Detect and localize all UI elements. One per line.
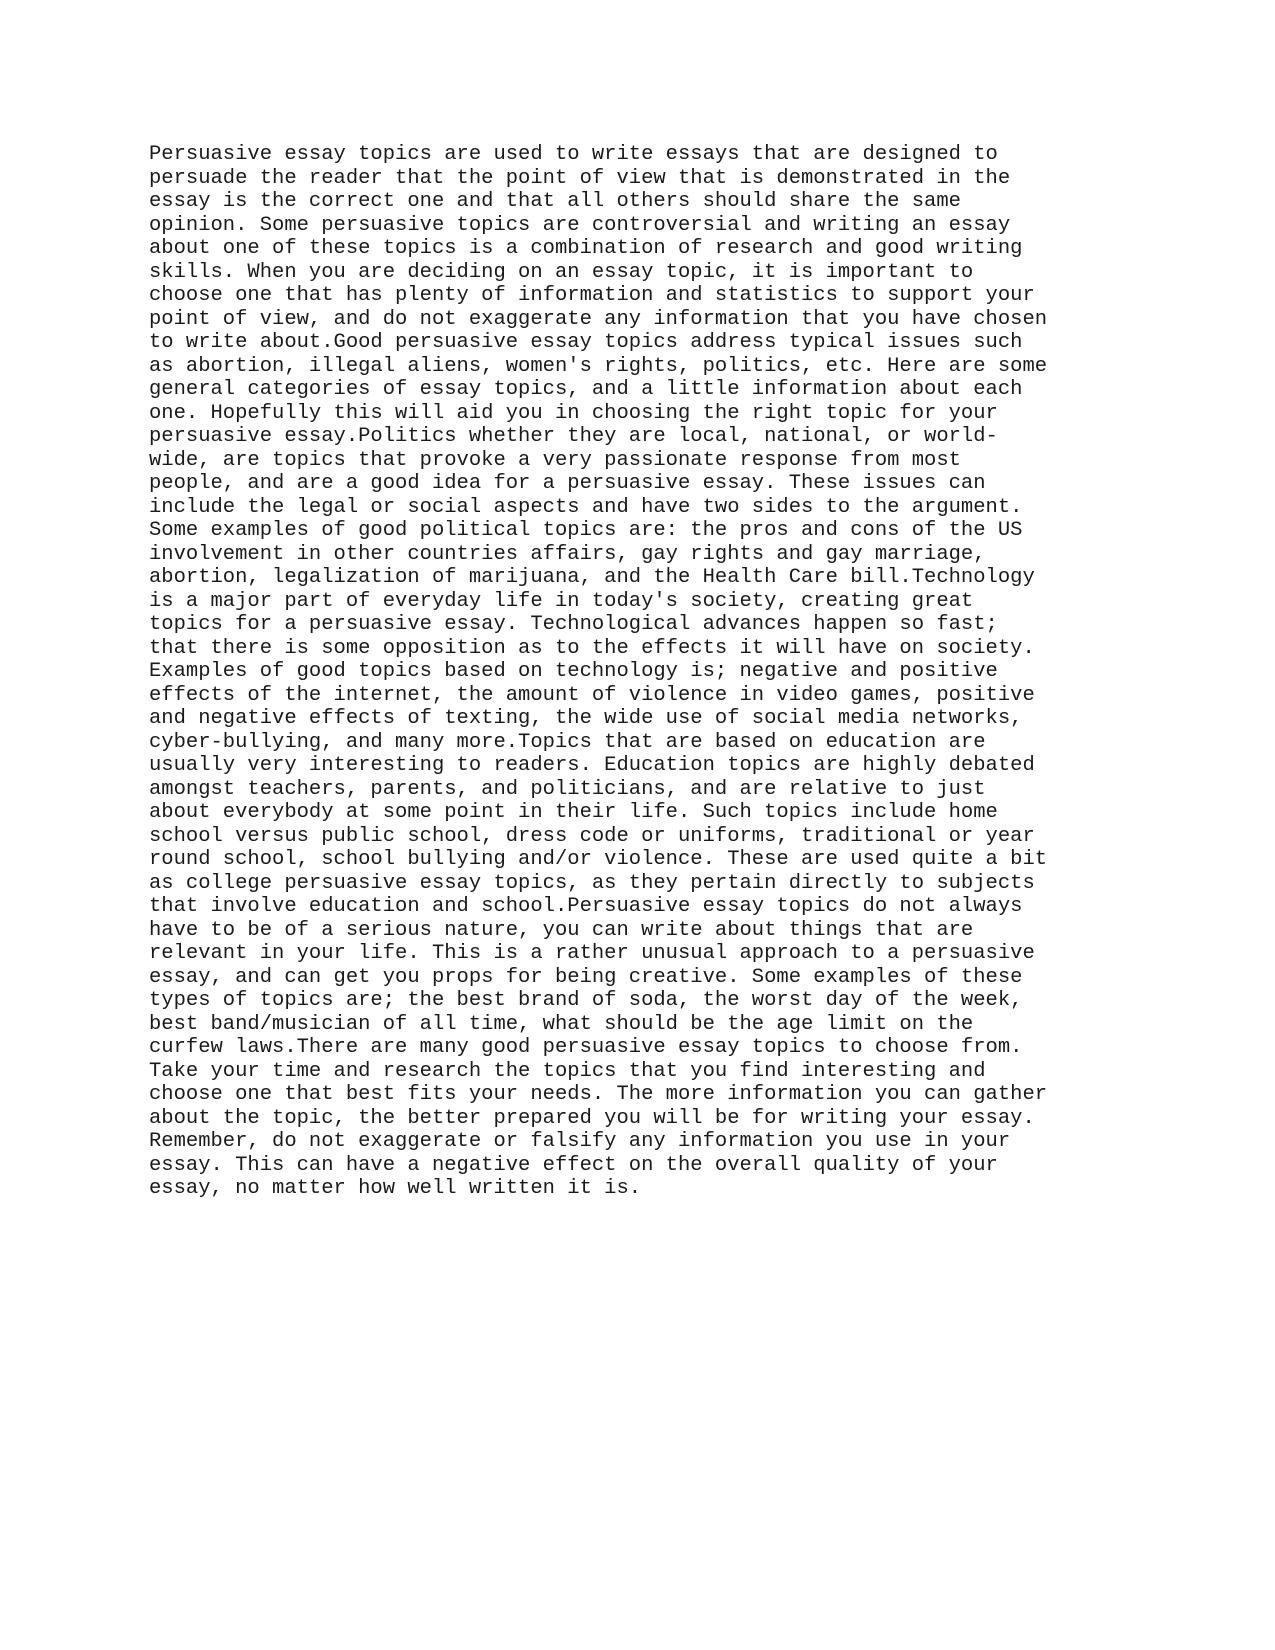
essay-line: persuasive essay.Politics whether they are local, national, or world- bbox=[149, 425, 998, 448]
essay-line: opinion. Some persuasive topics are controversial and writing an essay bbox=[149, 213, 1011, 237]
essay-line: round school, school bullying and/or violence. These are used quite a bit bbox=[149, 848, 1048, 871]
essay-line: skills. When you are deciding on an essay topic, it is important to bbox=[149, 260, 974, 284]
essay-line: amongst teachers, parents, and politicians, and are relative to just bbox=[149, 777, 986, 801]
essay-line: essay, and can get you props for being creative. Some examples of these bbox=[149, 965, 1023, 989]
essay-line: Some examples of good political topics are: the pros and cons of the US bbox=[149, 519, 1023, 542]
essay-line: to write about.Good persuasive essay topics address typical issues such bbox=[149, 331, 1023, 354]
essay-line: essay. This can have a negative effect on the overall quality of your bbox=[149, 1153, 998, 1177]
essay-line: best band/musician of all time, what should be the age limit on the bbox=[149, 1012, 974, 1036]
essay-line: people, and are a good idea for a persuasive essay. These issues can bbox=[149, 472, 986, 495]
essay-body bbox=[149, 143, 1149, 1201]
essay-line: include the legal or social aspects and have two sides to the argument. bbox=[149, 495, 1023, 519]
essay-line: involvement in other countries affairs, gay rights and gay marriage, bbox=[149, 542, 986, 566]
essay-line: and negative effects of texting, the wide use of social media networks, bbox=[149, 707, 1023, 730]
essay-line: about everybody at some point in their life. Such topics include home bbox=[149, 801, 998, 824]
essay-line: relevant in your life. This is a rather unusual approach to a persuasive bbox=[149, 942, 1035, 965]
essay-line: essay is the correct one and that all others should share the same bbox=[149, 190, 961, 213]
essay-line: as abortion, illegal aliens, women's rights, politics, etc. Here are some bbox=[149, 354, 1048, 378]
essay-line: Remember, do not exaggerate or falsify any information you use in your bbox=[149, 1130, 1011, 1153]
essay-line: that there is some opposition as to the effects it will have on society. bbox=[149, 636, 1035, 660]
essay-line: Persuasive essay topics are used to write essays that are designed to bbox=[149, 143, 998, 166]
essay-line: choose one that has plenty of information and statistics to support your bbox=[149, 284, 1035, 307]
essay-line: types of topics are; the best brand of soda, the worst day of the week, bbox=[149, 989, 1023, 1012]
essay-line: have to be of a serious nature, you can write about things that are bbox=[149, 918, 974, 942]
essay-line: general categories of essay topics, and a little information about each bbox=[149, 378, 1023, 401]
essay-line: school versus public school, dress code or uniforms, traditional or year bbox=[149, 824, 1035, 848]
essay-line: one. Hopefully this will aid you in choosing the right topic for your bbox=[149, 401, 998, 425]
essay-line: cyber-bullying, and many more.Topics that are based on education are bbox=[149, 730, 986, 754]
essay-line: as college persuasive essay topics, as they pertain directly to subjects bbox=[149, 871, 1035, 895]
essay-line: topics for a persuasive essay. Technological advances happen so fast; bbox=[149, 613, 998, 636]
essay-line: effects of the internet, the amount of violence in video games, positive bbox=[149, 683, 1035, 707]
essay-line: is a major part of everyday life in today's society, creating great bbox=[149, 589, 974, 613]
essay-line: essay, no matter how well written it is. bbox=[149, 1177, 642, 1200]
essay-line: choose one that best fits your needs. The more information you can gather bbox=[149, 1083, 1048, 1106]
essay-line: abortion, legalization of marijuana, and the Health Care bill.Technology bbox=[149, 566, 1035, 589]
essay-line: usually very interesting to readers. Education topics are highly debated bbox=[149, 754, 1035, 777]
essay-line: Take your time and research the topics that you find interesting and bbox=[149, 1059, 986, 1083]
essay-line: point of view, and do not exaggerate any information that you have chosen bbox=[149, 307, 1048, 331]
essay-line: Examples of good topics based on technology is; negative and positive bbox=[149, 660, 998, 683]
essay-line: curfew laws.There are many good persuasive essay topics to choose from. bbox=[149, 1036, 1023, 1059]
essay-line: wide, are topics that provoke a very passionate response from most bbox=[149, 448, 961, 472]
essay-line: about the topic, the better prepared you will be for writing your essay. bbox=[149, 1106, 1035, 1130]
essay-line: persuade the reader that the point of view that is demonstrated in the bbox=[149, 166, 1011, 190]
essay-line: that involve education and school.Persuasive essay topics do not always bbox=[149, 895, 1023, 918]
essay-line: about one of these topics is a combination of research and good writing bbox=[149, 237, 1023, 260]
